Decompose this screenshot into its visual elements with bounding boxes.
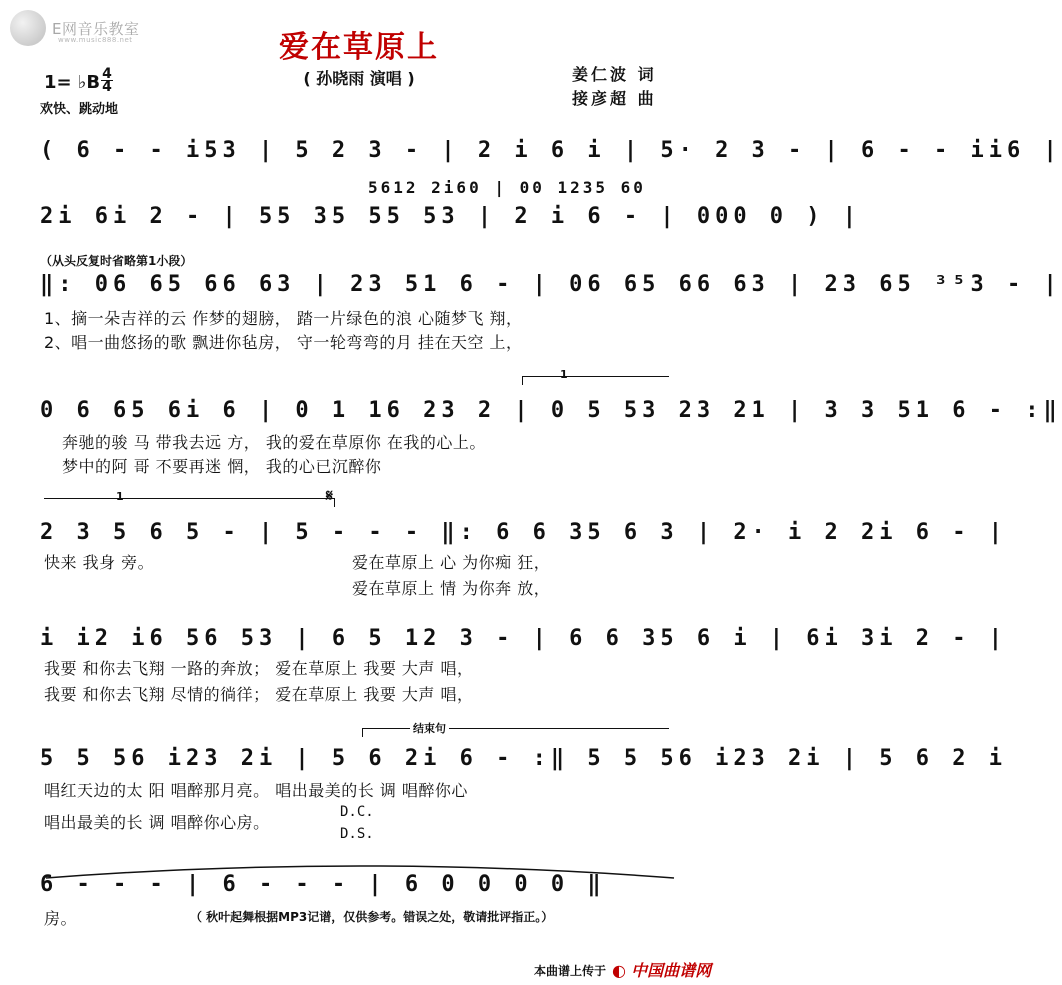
watermark-site: E网音乐教室 <box>52 20 140 38</box>
time-signature-bottom: 4 <box>102 79 112 95</box>
lyric-line: 奔驰的骏 马 带我去远 方， 我的爱在草原你 在我的心上。 <box>62 433 486 452</box>
dal-segno-mark: D.S. <box>340 826 374 842</box>
tempo-marking: 欢快、跳动地 <box>40 102 119 117</box>
lyric-line: 梦中的阿 哥 不要再迷 惘， 我的心已沉醉你 <box>62 457 382 476</box>
score-line: 2 3 5 6 5 - | 5 - - - ‖: 6 6 35 6 3 | 2· i 2 2i 6 - | <box>40 520 1007 545</box>
lyric-line: 快来 我身 旁。 <box>44 553 155 572</box>
time-signature-top: 4 <box>102 66 112 82</box>
score-line: ‖: 06 65 66 63 | 23 51 6 - | 06 65 66 63 | 23 65 ³⁵3 - | <box>40 272 1062 297</box>
composer-credit: 接彦超 曲 <box>572 89 657 108</box>
volta-bracket <box>44 498 335 507</box>
transcription-footnote: （ 秋叶起舞根据MP3记谱，仅供参考。错误之处，敬请批评指正。） <box>190 910 554 924</box>
site-logo-text: 中国曲谱网 <box>631 961 712 980</box>
lyric-line: 爱在草原上 情 为你奔 放， <box>352 579 551 598</box>
lyric-line: 唱出最美的长 调 唱醉你心房。 <box>44 813 270 832</box>
segno-sign: 𝄋 <box>326 486 333 505</box>
alt-notes: 5612 2i60 | 00 1235 60 <box>368 178 646 197</box>
lyric-line: 爱在草原上 心 为你痴 狂， <box>352 553 551 572</box>
site-logo[interactable] <box>612 958 711 981</box>
volta-number: 1 <box>560 368 568 381</box>
score-line: ( 6 - - i53 | 5 2 3 - | 2 i 6 i | 5· 2 3 - | 6 - - ii6 | <box>40 138 1062 163</box>
lyric-line: 房。 <box>44 909 78 928</box>
lyric-line: 我要 和你去飞翔 尽情的徜徉； 爱在草原上 我要 大声 唱， <box>44 685 474 704</box>
score-line: 2i 6i 2 - | 55 35 55 53 | 2 i 6 - | 000 0 ) | <box>40 204 862 229</box>
logo-icon: ◐ <box>612 961 626 980</box>
score-line: 0 6 65 6i 6 | 0 1 16 23 2 | 0 5 53 23 21 | 3 3 51 6 - :‖ <box>40 398 1062 423</box>
score-line: 6 - - - | 6 - - - | 6 0 0 0 0 ‖ <box>40 872 606 897</box>
score-line: 5 5 56 i23 2i | 5 6 2i 6 - :‖ 5 5 56 i23 2i | 5 6 2 i <box>40 746 1007 771</box>
lyric-line: 1、摘一朵吉祥的云 作梦的翅膀， 踏一片绿色的浪 心随梦飞 翔， <box>44 309 523 328</box>
repeat-note: （从头反复时省略第1小段） <box>40 254 193 268</box>
ending-bracket <box>362 728 669 737</box>
ending-label: 结束句 <box>410 720 449 736</box>
time-signature <box>100 68 114 93</box>
lyric-line: 我要 和你去飞翔 一路的奔放； 爱在草原上 我要 大声 唱， <box>44 659 474 678</box>
volta-bracket <box>522 376 669 385</box>
song-title: 爱在草原上 <box>279 30 439 65</box>
key-signature: 1= ♭B <box>44 72 101 93</box>
singer-credit: ( 孙晓雨 演唱 ) <box>303 69 415 88</box>
watermark-url: www.music888.net <box>58 36 133 44</box>
lyric-line: 唱红天边的太 阳 唱醉那月亮。 唱出最美的长 调 唱醉你心 <box>44 781 468 800</box>
lyricist-credit: 姜仁波 词 <box>572 65 657 84</box>
score-line: i i2 i6 56 53 | 6 5 12 3 - | 6 6 35 6 i | 6i 3i 2 - | <box>40 626 1007 651</box>
volta-number: 1 <box>116 490 124 503</box>
lyric-line: 2、唱一曲悠扬的歌 飘进你毡房， 守一轮弯弯的月 挂在天空 上， <box>44 333 523 352</box>
da-capo-mark: D.C. <box>340 804 374 820</box>
upload-label: 本曲谱上传于 <box>534 964 607 978</box>
